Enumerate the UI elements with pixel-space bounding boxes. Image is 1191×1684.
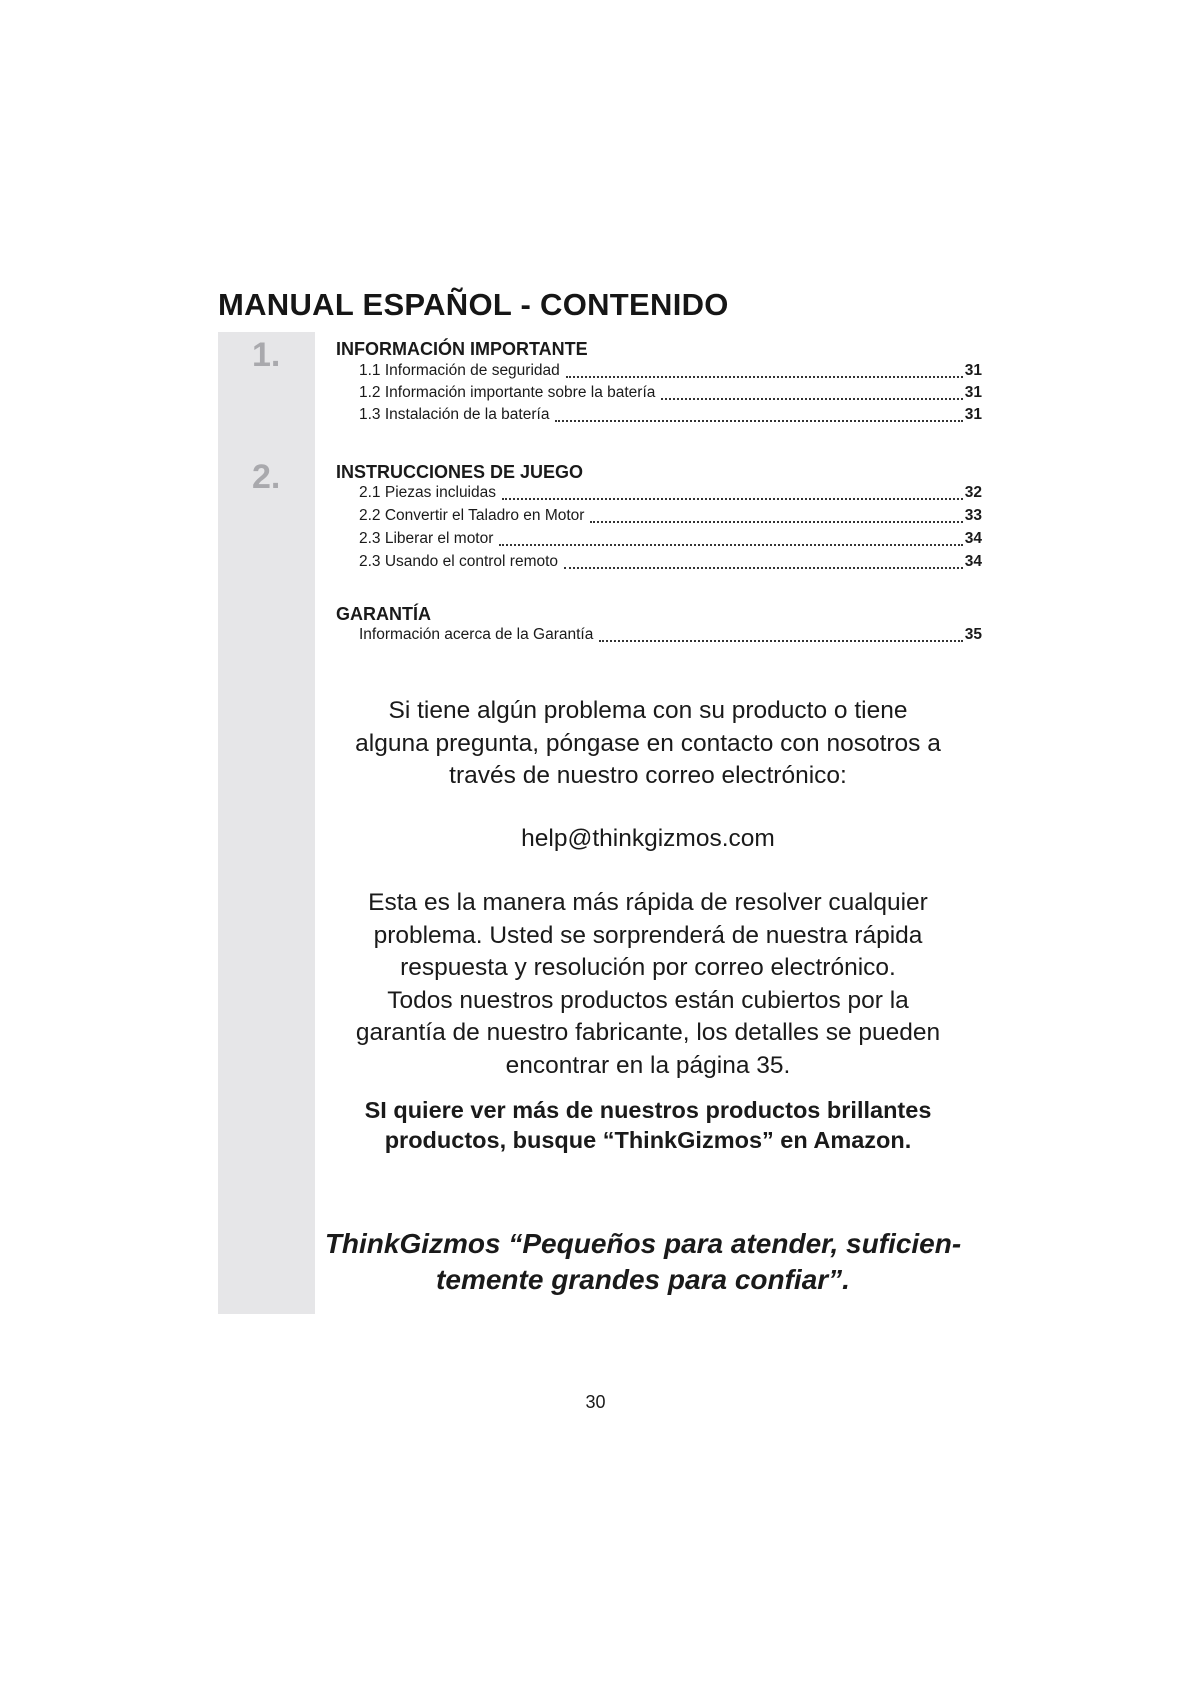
- dot-leader: [555, 420, 962, 422]
- resolution-line: Esta es la manera más rápida de resolver cualquier: [368, 889, 928, 916]
- toc-entry-page: 32: [964, 484, 982, 501]
- section-heading-2: INSTRUCCIONES DE JUEGO: [336, 462, 584, 482]
- toc-entry[interactable]: [359, 484, 982, 504]
- resolution-line: respuesta y resolución por correo electrónico.: [400, 954, 896, 981]
- amazon-line: productos, busque “ThinkGizmos” en Amazon.: [384, 1127, 912, 1153]
- resolution-line: problema. Usted se sorprenderá de nuestra rápida: [373, 921, 923, 949]
- contact-paragraph: [318, 695, 978, 793]
- amazon-line: SI quiere ver más de nuestros productos brillantes: [364, 1097, 932, 1123]
- toc-entry-page: 31: [964, 362, 982, 379]
- section-number-2: 2.: [252, 458, 281, 496]
- toc-entry-label: 1.3 Instalación de la batería: [359, 406, 550, 423]
- page-title: MANUAL ESPAÑOL - CONTENIDO: [218, 287, 729, 322]
- dot-leader: [599, 640, 962, 642]
- contact-line: alguna pregunta, póngase en contacto con nosotros a: [355, 729, 941, 757]
- dot-leader: [566, 376, 963, 378]
- dot-leader: [661, 398, 962, 400]
- resolution-paragraph: [318, 887, 978, 1082]
- dot-leader: [502, 498, 963, 500]
- resolution-line: Todos nuestros productos están cubiertos por la: [387, 986, 909, 1014]
- toc-entry-page: 35: [964, 626, 982, 643]
- contact-line: Si tiene algún problema con su producto o tiene: [388, 697, 908, 724]
- toc-entry[interactable]: [359, 530, 982, 550]
- contact-email[interactable]: help@thinkgizmos.com: [521, 825, 775, 852]
- contact-line: través de nuestro correo electrónico:: [449, 762, 847, 789]
- slogan-line: temente grandes para confiar”.: [436, 1264, 850, 1295]
- slogan: [308, 1226, 978, 1298]
- toc-entry-label: 1.2 Información importante sobre la batería: [359, 384, 656, 401]
- toc-entry-label: 2.3 Liberar el motor: [359, 530, 494, 547]
- section-heading-1: INFORMACIÓN IMPORTANTE: [336, 339, 588, 359]
- dot-leader: [590, 521, 962, 523]
- toc-entry-label: Información acerca de la Garantía: [359, 626, 594, 643]
- toc-entry-page: 31: [964, 406, 982, 423]
- page-number: 30: [585, 1392, 606, 1412]
- toc-entry[interactable]: [359, 553, 982, 573]
- resolution-line: garantía de nuestro fabricante, los detalles se pueden: [355, 1019, 941, 1046]
- toc-entry-label: 1.1 Información de seguridad: [359, 362, 560, 379]
- toc-entry[interactable]: [359, 626, 982, 646]
- toc-entry[interactable]: [359, 406, 982, 426]
- toc-entry-page: 31: [964, 384, 982, 401]
- toc-entry[interactable]: [359, 384, 982, 404]
- slogan-line: ThinkGizmos “Pequeños para atender, suficien-: [324, 1228, 962, 1259]
- toc-entry-page: 34: [964, 553, 982, 570]
- amazon-paragraph: [318, 1095, 978, 1155]
- toc-entry-label: 2.1 Piezas incluidas: [359, 484, 496, 501]
- dot-leader: [499, 544, 962, 546]
- toc-entry-label: 2.2 Convertir el Taladro en Motor: [359, 507, 585, 524]
- resolution-line: encontrar en la página 35.: [505, 1051, 791, 1079]
- toc-entry[interactable]: [359, 507, 982, 527]
- section-number-1: 1.: [252, 336, 281, 374]
- contact-email-block: [318, 823, 978, 856]
- toc-entry-label: 2.3 Usando el control remoto: [359, 553, 559, 570]
- toc-entry[interactable]: [359, 362, 982, 382]
- section-heading-3: GARANTÍA: [336, 604, 431, 624]
- dot-leader: [564, 567, 963, 569]
- toc-entry-page: 34: [964, 530, 982, 547]
- toc-entry-page: 33: [964, 507, 982, 524]
